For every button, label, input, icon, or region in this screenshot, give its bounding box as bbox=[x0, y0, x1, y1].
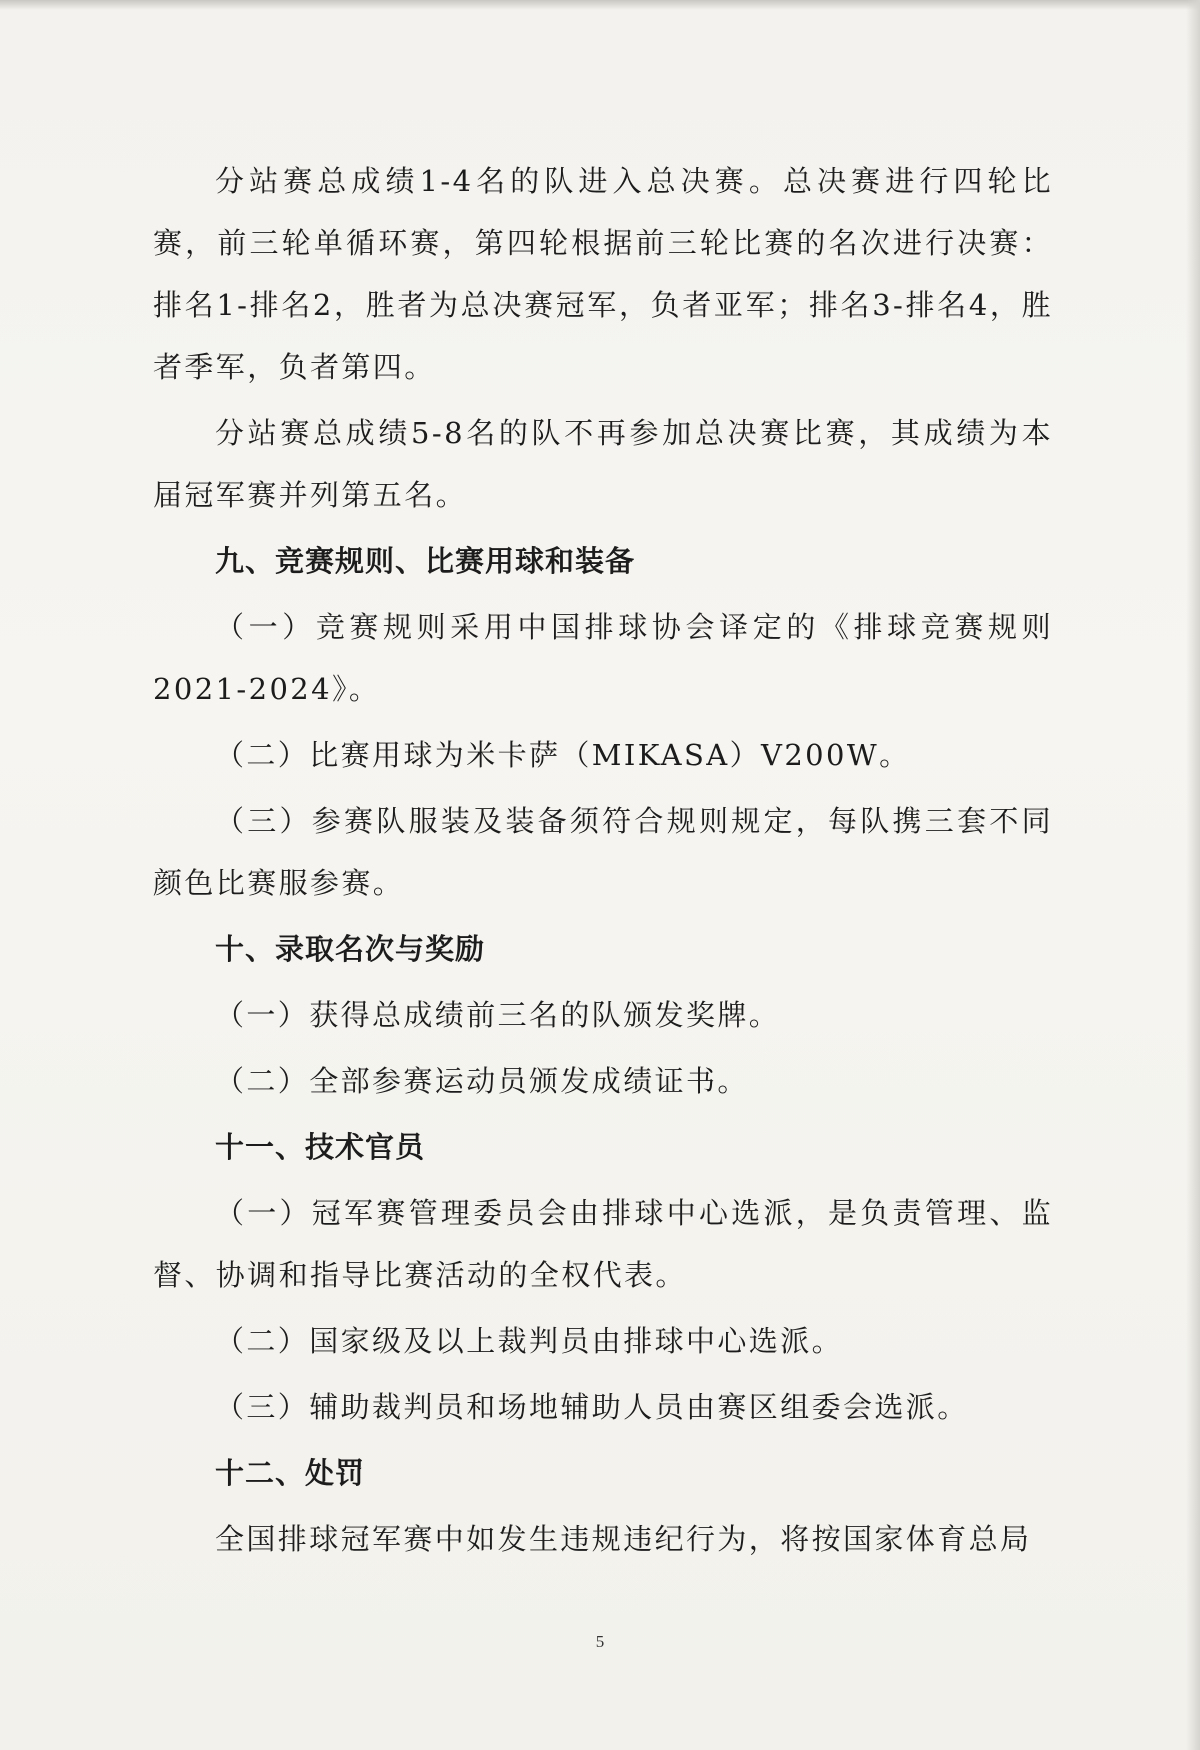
paragraph-uniform: （三）参赛队服装及装备须符合规则规定，每队携三套不同颜色比赛服参赛。 bbox=[153, 804, 1053, 900]
paragraph-assistants: （三）辅助裁判员和场地辅助人员由赛区组委会选派。 bbox=[215, 1390, 969, 1424]
paragraph-rules: （一）竞赛规则采用中国排球协会译定的《排球竞赛规则2021-2024》。 bbox=[153, 610, 1053, 706]
paragraph-penalties: 全国排球冠军赛中如发生违规违纪行为，将按国家体育总局 bbox=[215, 1522, 1032, 1556]
paragraph-committee: （一）冠军赛管理委员会由排球中心选派，是负责管理、监督、协调和指导比赛活动的全权代表。 bbox=[153, 1196, 1053, 1292]
section-heading-rules: 九、竞赛规则、比赛用球和装备 bbox=[215, 544, 636, 578]
paragraph-final-stage: 分站赛总成绩1-4名的队进入总决赛。总决赛进行四轮比赛，前三轮单循环赛，第四轮根据前三轮比赛的名次进行决赛：排名1-排名2，胜者为总决赛冠军，负者亚军；排名3-排名4，胜者季军，负者第四。 bbox=[153, 164, 1053, 384]
section-heading-penalties: 十二、处罚 bbox=[215, 1456, 366, 1490]
paragraph-certificates: （二）全部参赛运动员颁发成绩证书。 bbox=[215, 1064, 749, 1098]
section-heading-officials: 十一、技术官员 bbox=[215, 1130, 426, 1164]
paragraph-referees: （二）国家级及以上裁判员由排球中心选派。 bbox=[215, 1324, 844, 1358]
paragraph-ball: （二）比赛用球为米卡萨（MIKASA）V200W。 bbox=[215, 738, 911, 772]
section-heading-awards: 十、录取名次与奖励 bbox=[215, 932, 486, 966]
paragraph-medals: （一）获得总成绩前三名的队颁发奖牌。 bbox=[215, 998, 781, 1032]
paragraph-fifth-place: 分站赛总成绩5-8名的队不再参加总决赛比赛，其成绩为本届冠军赛并列第五名。 bbox=[153, 416, 1053, 512]
page-number: 5 bbox=[595, 1632, 605, 1651]
scan-edge-shadow-right bbox=[1186, 0, 1200, 1750]
document-body bbox=[153, 150, 1053, 1574]
scan-edge-shadow bbox=[0, 0, 1200, 10]
